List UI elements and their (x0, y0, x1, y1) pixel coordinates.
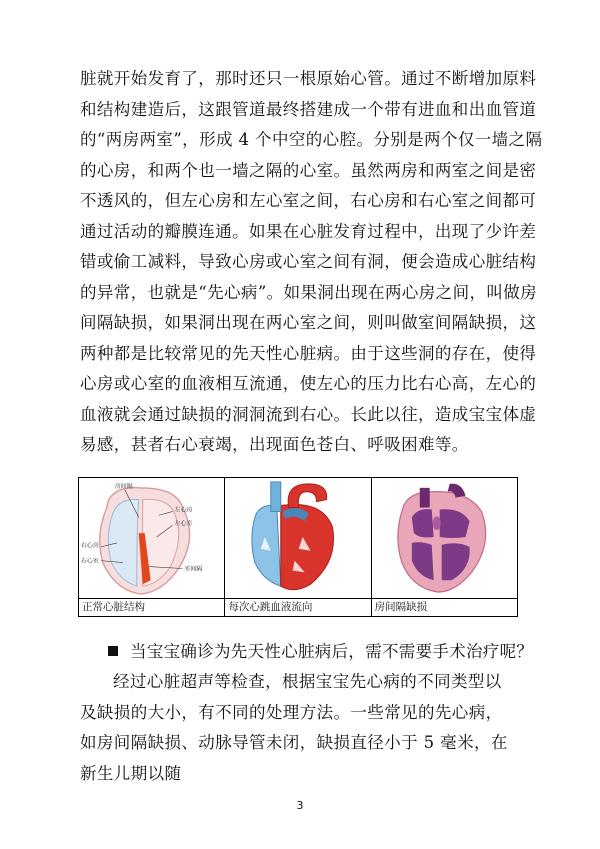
text-line: 和结构建造后，这跟管道最终搭建成一个带有进血和出血管道 (80, 99, 537, 119)
normal-heart-illustration (79, 478, 224, 598)
figure-normal-heart (79, 478, 225, 616)
text-line: 脏就开始发育了，那时还只一根原始心管。通过不断增加原料 (80, 69, 537, 88)
blood-flow-illustration (225, 478, 370, 598)
figure-atrial-septal-defect (372, 478, 517, 616)
text-line: 间隔缺损，如果洞出现在两心室之间，则叫做室间隔缺损，这 (80, 313, 537, 332)
label-atrial-septum: 房间隔 (114, 482, 133, 490)
text-line: 通过活动的瓣膜连通。如果在心脏发育过程中，出现了少许差 (80, 221, 537, 241)
label-left-atrium: 左心房 (174, 506, 193, 514)
text-line: 心房或心室的血液相互流通，使左心的压力比右心高，左心的 (80, 374, 537, 393)
label-ventricular-septum: 室间隔 (184, 565, 203, 573)
blood-flow-svg (225, 478, 370, 598)
text-line: 易感，甚者右心衰竭，出现面色苍白、呼吸困难等。 (80, 435, 469, 454)
figure-blood-flow (225, 478, 371, 616)
asd-illustration (372, 478, 517, 598)
text-line: 的心房，和两个也一墙之隔的心室。虽然两房和两室之间是密 (80, 160, 537, 180)
text-line: 不透风的，但左心房和左心室之间，右心房和右心室之间都可 (80, 191, 537, 210)
text-line: 错或偷工减料，导致心房或心室之间有洞，便会造成心脏结构 (80, 252, 537, 271)
paragraph-congenital-heart-intro (80, 64, 543, 461)
text-line: 血液就会通过缺损的洞洞流到右心。长此以往，造成宝宝体虚 (80, 404, 537, 424)
label-right-atrium: 右心房 (80, 541, 99, 549)
right-atrium-cavity (411, 509, 433, 537)
text-line: 两种都是比较常见的先天性心脏病。由于这些洞的存在，使得 (80, 343, 537, 363)
square-bullet-icon (108, 646, 118, 656)
asd-svg (372, 478, 517, 598)
figure-caption: 每次心跳血液流向 (225, 598, 370, 616)
label-right-ventricle: 右心室 (80, 557, 99, 565)
text-line: 的“两房两室”，形成 4 个中空的心腔。分别是两个仅一墙之隔 (80, 130, 543, 149)
question-text: 当宝宝确诊为先天性心脏病后，需不需要手术治疗呢？ (130, 642, 534, 661)
section-question (108, 637, 533, 667)
label-left-ventricle: 左心室 (174, 520, 193, 528)
septal-defect-hole (432, 516, 440, 530)
heart-diagram-svg (79, 478, 224, 598)
great-vessel (419, 488, 429, 508)
figure-table (78, 477, 518, 617)
figure-caption: 正常心脏结构 (79, 598, 224, 616)
paragraph-treatment: 经过心脏超声等检查，根据宝宝先心病的不同类型以及缺损的大小，有不同的处理方法。一些常见的先心病，如房间隔缺损、动脉导管未闭，缺损直径小于 5 毫米，在新生儿期以随 (80, 672, 508, 783)
page-number: 3 (296, 799, 304, 812)
vena-cava (271, 482, 281, 512)
text-line: 的异常，也就是“先心病”。如果洞出现在两心房之间，叫做房 (80, 282, 538, 302)
figure-caption: 房间隔缺损 (372, 598, 517, 616)
